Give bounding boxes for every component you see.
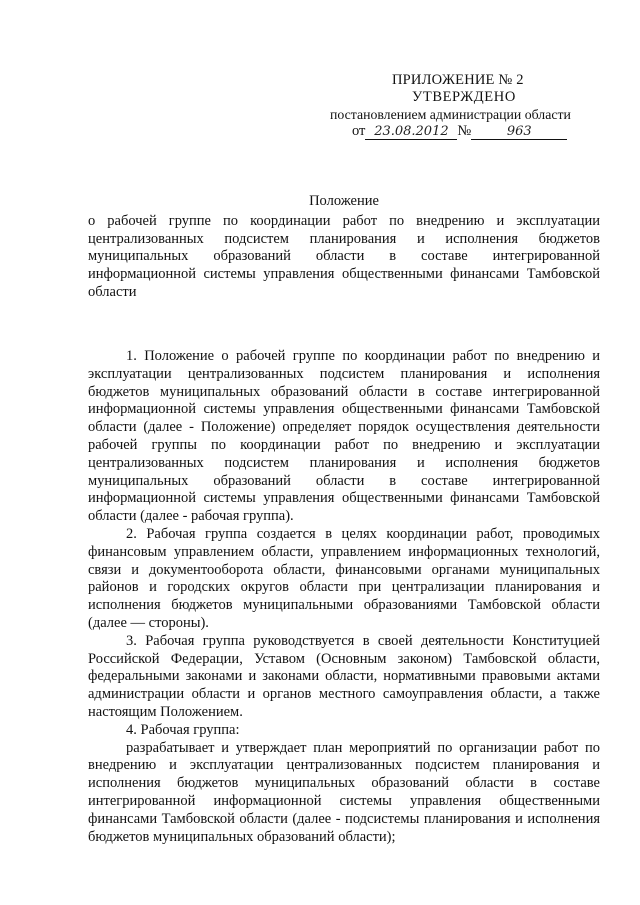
approval-header xyxy=(330,72,600,143)
document-title-block xyxy=(88,193,600,302)
paragraph-4-item: разрабатывает и утверждает план мероприятий по организации работ по внедрению и эксплуатации централизованных подсистем планирования и исполнения бюджетов муниципальных образований области в составе интегрированной информационной системы управления общественными финансами Тамбовской области (далее - подсистемы планирования и исполнения бюджетов муниципальных образований области); xyxy=(88,739,600,845)
date-number-line xyxy=(330,123,600,143)
paragraph-2: 2. Рабочая группа создается в целях координации работ, проводимых финансовым управлением области, управлением информационных технологий, связи и документооборота области, финансовыми органами муниципальных районов и городских округов области при централизации планирования и исполнения бюджетов муниципальными образованиями Тамбовской области (далее — стороны). xyxy=(88,525,600,631)
handwritten-date: 23.08.2012 xyxy=(365,124,457,140)
paragraph-3: 3. Рабочая группа руководствуется в своей деятельности Конституцией Российской Федерации, Уставом (Основным законом) Тамбовской области, федеральными законами и законами области, нормативными правовыми актами администрации области и органов местного самоуправления области, а также настоящим Положением. xyxy=(88,632,600,720)
approved-label: УТВЕРЖДЕНО xyxy=(412,89,516,105)
appendix-label: ПРИЛОЖЕНИЕ № 2 xyxy=(392,72,524,88)
resolution-label: постановлением администрации области xyxy=(330,107,571,122)
date-prefix: от xyxy=(352,123,366,139)
paragraph-1: 1. Положение о рабочей группе по координации работ по внедрению и эксплуатации централизованных подсистем планирования и исполнения бюджетов муниципальных образований области в составе интегрированной информационной системы управления общественными финансами Тамбовской области (далее - Положение) определяет порядок осуществления деятельности рабочей группы по координации работ по внедрению и эксплуатации централизованных подсистем планирования и исполнения бюджетов муниципальных образований области в составе интегрированной информационной системы управления общественными финансами Тамбовской области (далее - рабочая группа). xyxy=(88,348,600,525)
paragraph-4: 4. Рабочая группа: xyxy=(126,721,240,738)
document-subtitle: о рабочей группе по координации работ по внедрению и эксплуатации централизованных подсистем планирования и исполнения бюджетов муниципальных образований области в составе интегрированной информационной системы управления общественными финансами Тамбовской области xyxy=(88,212,600,300)
document-title: Положение xyxy=(309,193,379,209)
number-sign: № xyxy=(457,123,472,139)
document-body xyxy=(88,348,600,846)
handwritten-number: 963 xyxy=(471,124,567,140)
